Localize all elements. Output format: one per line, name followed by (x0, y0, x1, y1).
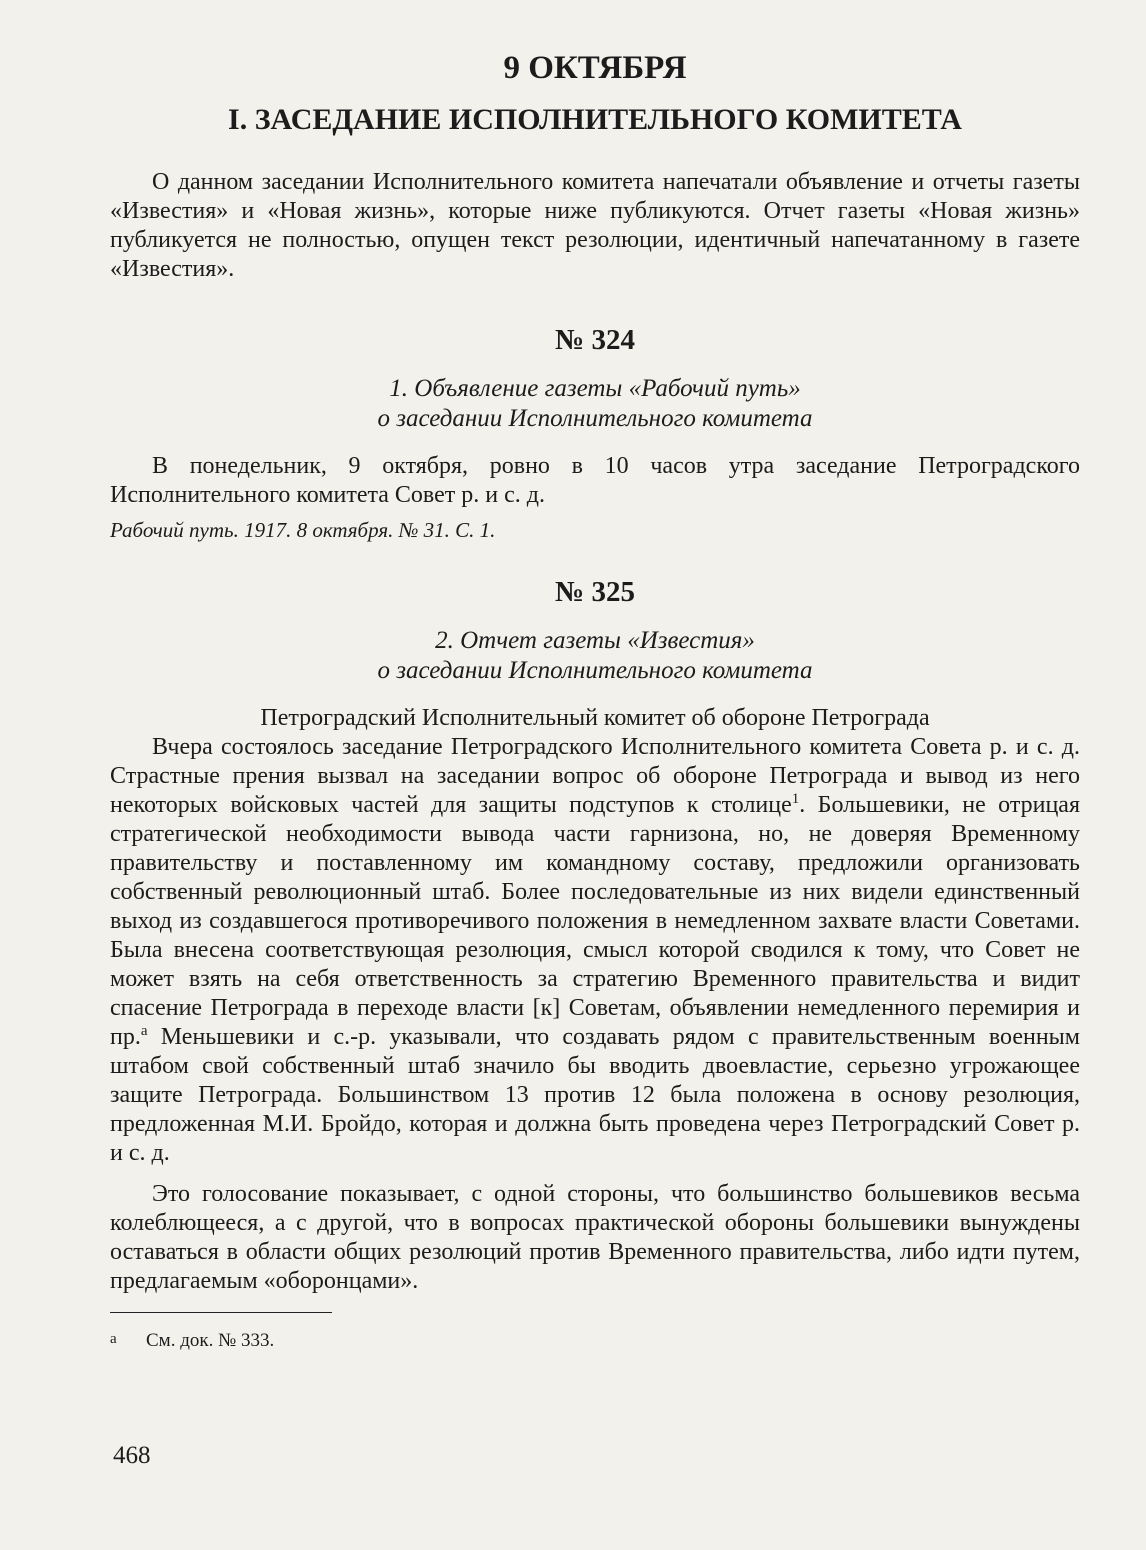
footnote-mark: а (110, 1331, 117, 1347)
report-paragraph-1 (110, 733, 1080, 1168)
document-number-324: № 324 (555, 324, 635, 356)
footnote (110, 1327, 1080, 1353)
document-title-line-2: о заседании Исполнительного комитета (377, 657, 813, 684)
date-heading: 9 ОКТЯБРЯ (503, 50, 687, 86)
page-number: 468 (113, 1442, 151, 1469)
document-324-source: Рабочий путь. 1917. 8 октября. № 31. С. 1. (110, 518, 496, 542)
report-text: . Большевики, не отрицая стратегической необходимости вывода части гарнизона, но, не доверяя Временному правительству и поставленному им командному составу, предложили организовать собственный революционный штаб. Более последовательные из них видели единственный выход из создавшегося противоречивого положения в немедленном захвате власти Советами. Была внесена соответствующая резолюция, смысл которой сводился к тому, что Совет не может взять на себя ответственность за стратегию Временного правительства и видит спасение Петрограда в переходе власти [к] Советам, объявлении немедленного перемирия и пр. (110, 792, 1080, 1050)
footnote-ref-a: а (140, 1023, 148, 1039)
report-subheading: Петроградский Исполнительный комитет об обороне Петрограда (260, 705, 930, 731)
document-324-body: В понедельник, 9 октября, ровно в 10 часов утра заседание Петроградского Исполнительного комитета Совет р. и с. д. (110, 453, 1080, 508)
document-title-line-1: 1. Объявление газеты «Рабочий путь» (389, 375, 801, 402)
report-text: Вчера состоялось заседание Петроградского Исполнительного комитета Совета р. и с. д. Страстные прения вызвал на заседании вопрос об обороне Петрограда и вывод из него некоторых войсковых частей для защиты подступов к столице (110, 734, 1080, 818)
document-title-324 (110, 374, 1080, 434)
section-heading: I. ЗАСЕДАНИЕ ИСПОЛНИТЕЛЬНОГО КОМИТЕТА (228, 103, 962, 136)
page-content (110, 48, 1080, 1353)
footnote-ref-1: 1 (791, 791, 800, 807)
footnote-text: См. док. № 333. (146, 1330, 275, 1351)
document-title-line-1: 2. Отчет газеты «Известия» (435, 627, 755, 654)
document-title-325 (110, 626, 1080, 686)
document-number-325: № 325 (555, 576, 635, 608)
document-title-line-2: о заседании Исполнительного комитета (377, 405, 813, 432)
footnote-divider (110, 1312, 332, 1313)
intro-paragraph: О данном заседании Исполнительного комитета напечатали объявление и отчеты газеты «Известия» и «Новая жизнь», которые ниже публикуются. Отчет газеты «Новая жизнь» публикуется не полностью, опущен текст резолюции, идентичный напечатанному в газете «Известия». (110, 169, 1080, 282)
report-text: Меньшевики и с.-р. указывали, что создавать рядом с правительственным военным штабом свой собственный штаб значило бы вводить двоевластие, серьезно угрожающее защите Петрограда. Большинством 13 против 12 была положена в основу резолюция, предложенная М.И. Бройдо, которая и должна быть проведена через Петроградский Совет р. и с. д. (110, 1024, 1080, 1166)
report-paragraph-2: Это голосование показывает, с одной стороны, что большинство большевиков весьма колеблющееся, а с другой, что в вопросах практической обороны большевики вынуждены оставаться в области общих резолюций против Временного правительства, либо идти путем, предлагаемым «оборонцами». (110, 1181, 1080, 1294)
